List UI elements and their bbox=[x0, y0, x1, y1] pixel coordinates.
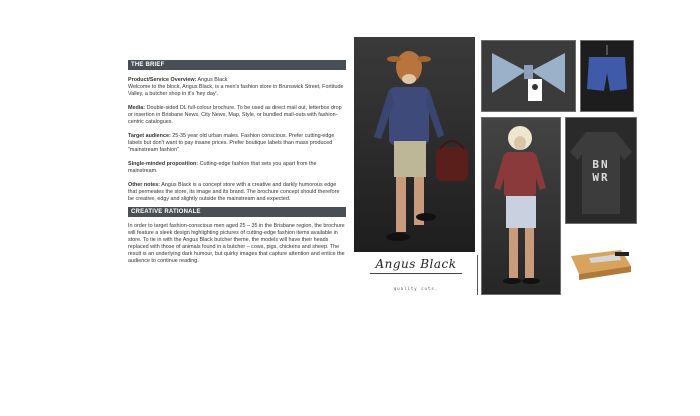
cutting-board-photo bbox=[565, 236, 635, 291]
bow-tie-photo bbox=[481, 40, 576, 112]
overview-paragraph bbox=[128, 77, 346, 98]
overview-text: Welcome to the block, Angus Black, is a men's fashion store in Brunswick Street, Fortitude Valley, a butcher shop in it's 'hey day'. bbox=[128, 84, 344, 97]
media-paragraph bbox=[128, 105, 346, 126]
rationale-heading: CREATIVE RATIONALE bbox=[128, 207, 346, 217]
proposition-label: Single-minded proposition: bbox=[128, 161, 199, 167]
media-label: Media: bbox=[128, 105, 146, 111]
audience-paragraph bbox=[128, 133, 346, 154]
cow-head-model-photo bbox=[354, 37, 475, 252]
rationale-text: In order to target fashion-conscious men aged 25 – 35 in the Brisbane region, the brochure will feature a sleek design highlighting pictures of cutting-edge fashion items available in store. To tie in with the Angus Black butcher theme, the models will have their heads replaced with those of animals found in a butcher – cows, pigs, chickens and sheep. The result is an underlying dark humour, but quirky images that capture attention and entice the audience to continue reading. bbox=[128, 223, 345, 264]
brand-tagline: quality cuts. bbox=[393, 286, 439, 291]
proposition-paragraph bbox=[128, 161, 346, 175]
notes-paragraph bbox=[128, 182, 346, 203]
overview-label: Product/Service Overview: bbox=[128, 77, 197, 83]
sweater-print: BN WR bbox=[592, 158, 610, 184]
brief-heading: THE BRIEF bbox=[128, 60, 346, 70]
brief-panel bbox=[128, 60, 346, 265]
notes-text: Angus Black is a concept store with a creative and darkly humorous edge that permeates the store, its image and its brand. The brochure concept should therefore be creative, edgy and slightly outside the mainstream and expected. bbox=[128, 182, 340, 202]
audience-text: 25-35 year old urban males. Fashion conscious. Prefer cutting-edge labels but don't want to pay insane prices. Prefer boutique labels than mass produced "mainstream fashion" bbox=[128, 133, 335, 153]
proposition-text: Cutting-edge fashion that sets you apart from the mainstream. bbox=[128, 161, 317, 174]
shorts-photo bbox=[580, 40, 634, 112]
sweater-photo bbox=[565, 117, 637, 224]
overview-name: Angus Black bbox=[197, 77, 228, 83]
signature-underline bbox=[370, 273, 462, 274]
panel-divider bbox=[477, 255, 478, 295]
sheep-head-model-photo bbox=[481, 117, 561, 295]
brand-signature: Angus Black bbox=[375, 257, 457, 271]
media-text: Double-sided DL full-colour brochure. To be used as direct mail out, letterbox drop or insertion in Brisbane News, City News, Map, Style, or bundled mail-outs with fashion-centric catalogues. bbox=[128, 105, 342, 125]
notes-label: Other notes: bbox=[128, 182, 161, 188]
audience-label: Target audience: bbox=[128, 133, 171, 139]
